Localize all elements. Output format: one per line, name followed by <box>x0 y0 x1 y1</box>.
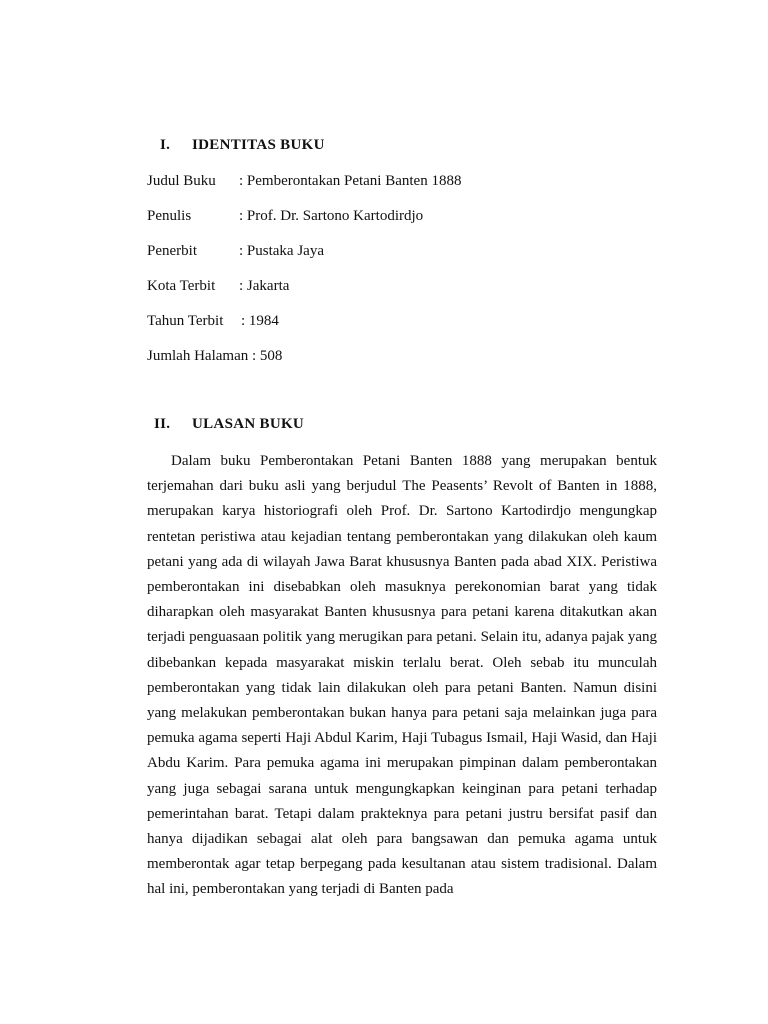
info-label: Penulis <box>147 208 192 224</box>
section-heading-ulasan <box>154 416 454 436</box>
info-row-halaman <box>147 348 282 368</box>
section-title: ULASAN BUKU <box>192 416 305 432</box>
info-label: Jumlah Halaman <box>147 348 249 364</box>
section-title: IDENTITAS BUKU <box>192 137 325 153</box>
info-value: : Jakarta <box>239 278 290 294</box>
section-number: II. <box>154 416 171 432</box>
info-value: : Pustaka Jaya <box>239 243 324 259</box>
info-value: : Prof. Dr. Sartono Kartodirdjo <box>239 208 424 224</box>
info-label: Kota Terbit <box>147 278 216 294</box>
info-label: Tahun Terbit <box>147 313 224 329</box>
review-paragraph: Dalam buku Pemberontakan Petani Banten 1888 yang merupakan bentuk terjemahan dari buku asli yang berjudul The Peasents’ Revolt of Banten in 1888, merupakan karya historiografi oleh Prof. Dr. Sartono Kartodirdjo mengungkap rentetan peristiwa atau kejadian tentang pemberontakan yang dilakukan oleh kaum petani yang ada di wilayah Jawa Barat khususnya Banten pada abad XIX. Peristiwa pemberontakan ini disebabkan oleh masuknya perekonomian barat yang tidak diharapkan oleh masyarakat Banten khususnya para petani karena ditakutkan akan terjadi penguasaan politik yang merugikan para petani. Selain itu, adanya pajak yang dibebankan kepada masyarakat miskin terlalu berat. Oleh sebab itu munculah pemberontakan yang tidak lain dilakukan oleh para petani Banten. Namun disini yang melakukan pemberontakan bukan hanya para petani saja melainkan juga para pemuka agama seperti Haji Abdul Karim, Haji Tubagus Ismail, Haji Wasid, dan Haji Abdu Karim. Para pemuka agama ini merupakan pimpinan dalam pemberontakan yang juga sebagai sarana untuk mengungkapkan keinginan para petani terhadap pemerintahan barat. Tetapi dalam prakteknya para petani justru bersifat pasif dan hanya dijadikan sebagai alat oleh para bangsawan dan pemuka agama untuk memberontak agar tetap berpegang pada kesultanan atau sistem tradisional. Dalam hal ini, pemberontakan yang terjadi di Banten pada <box>147 453 657 898</box>
info-label: Judul Buku <box>147 173 216 189</box>
info-value: : Pemberontakan Petani Banten 1888 <box>239 173 462 189</box>
info-value: : 508 <box>251 348 283 364</box>
section-number: I. <box>160 137 171 153</box>
info-value: : 1984 <box>241 313 279 329</box>
section-heading-identitas <box>160 137 460 157</box>
info-label: Penerbit <box>147 243 197 259</box>
